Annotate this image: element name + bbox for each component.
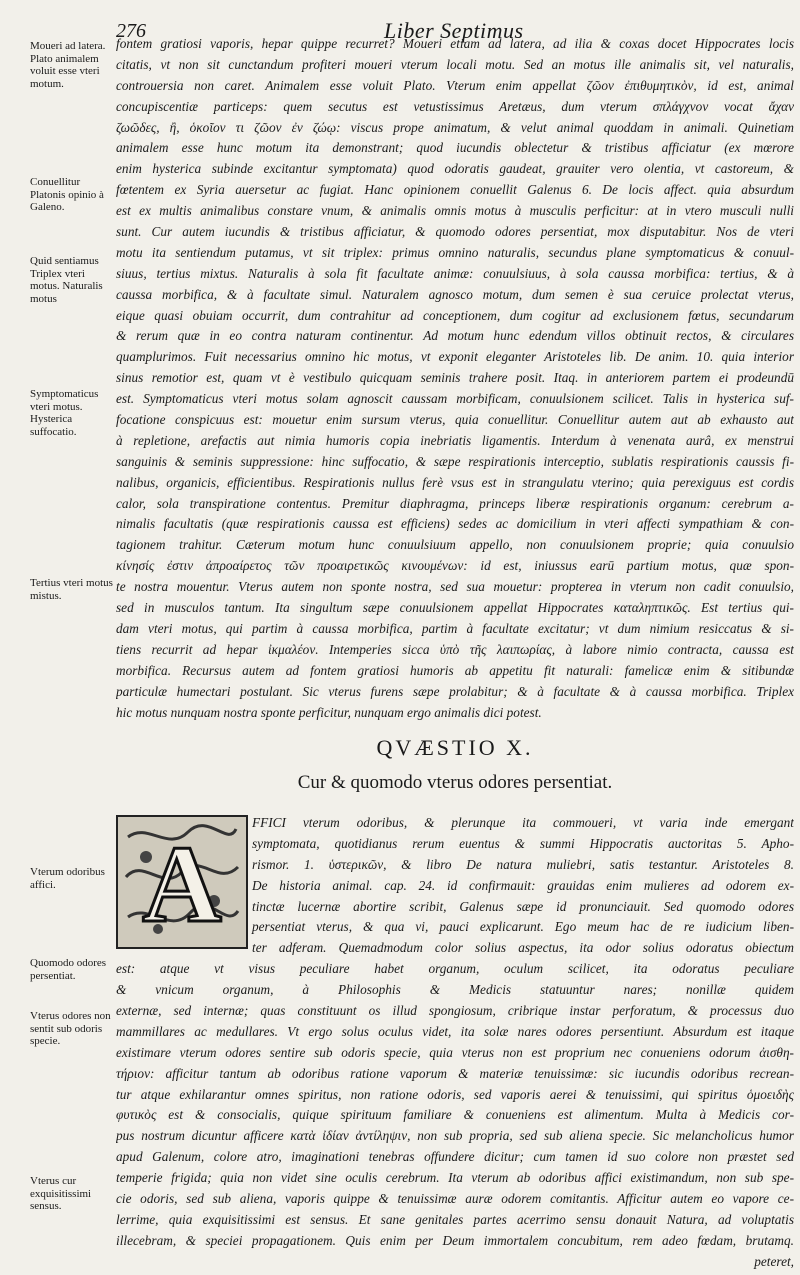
text-line: enim hysterica subinde excitantur symptomata) quod odoratis gaudeat, grauiter vero olentia, vt castoreum, &: [116, 161, 794, 177]
text-line: fontem gratiosi vaporis, hepar quippe recurret? Moueri etiam ad latera, ad ilia & coxas docet Hippocrates locis: [116, 36, 794, 51]
text-line: mammillares ac medullares. Vt ergo solus oculus videt, ita solæ nares odores persentiunt. Absurdum est itaque: [116, 1023, 794, 1039]
text-line: hic motus nunquam nostra sponte perficitur, nunquam ergo animalis dici potest.: [116, 704, 542, 720]
margin-note: Moueri ad latera. Plato animalem voluit esse vteri motum.: [30, 40, 106, 90]
text-line: tiens recurrit ad hepar ἰκμαλέον. Intemperies sicca ὑπὸ τῆς λαιπωρίας, à labore nimio contracta, caussa est: [116, 641, 794, 657]
quaestio-body: [116, 813, 794, 1273]
text-line: à repletione, arefactis aut nimia humoris copia inebriatis ligamentis. Interdum à venenata aurâ, ex menstrui: [116, 432, 794, 448]
text-line: FFICI vterum odoribus, & plerunque ita commoueri, vt varia inde emergant: [252, 815, 794, 830]
text-line: morbifica. Recursus autem ad fontem gratiosi humoris ab appetitu fit naturali: famelicæ enim & sitibundæ: [116, 662, 794, 678]
body-text: [116, 34, 794, 723]
margin-note: Quomodo odores persentiat.: [30, 957, 107, 982]
text-line: temperie frigida; quia non videt sine oculis cerebrum. Ita vterum ab odoribus affici existimandum, non sub spe-: [116, 1170, 794, 1186]
quaestio-heading: QVÆSTIO X.: [376, 735, 534, 760]
text-line: De historia animal. cap. 24. id confirmauit: grauidas enim mulieres ad odorem ex-: [252, 877, 794, 893]
text-line: sunt. Cur autem iucundis & tristibus afficiatur, & quomodo odores persentiat, mox disputabitur. Nos de vteri: [116, 224, 794, 240]
margin-note: Vterus odores non sentit sub odoris specie.: [30, 1010, 111, 1047]
svg-text:A: A: [142, 823, 222, 945]
text-line: fœtentem ex Syria auersetur ac fugiat. Hanc opinionem conuellit Galenus 6. De locis affect. quia absurdum: [116, 182, 794, 198]
text-line: sanguinis & seminis suppressione: hinc suffocatio, & sæpe respirationis interceptio, sublatis respirationis caussis fi-: [116, 453, 794, 469]
text-line: controuersia non caret. Animalem esse voluit Plato. Vterum enim appellat ζῶον ἐπιθυμητικὸν, id est, animal: [116, 77, 794, 93]
text-line: externæ, sed internæ; quas constituunt os illud spongiosum, cribrique instar perforatum, & processus duo: [116, 1003, 794, 1019]
margin-note: Quid sentiamus Triplex vteri motus. Naturalis motus: [30, 255, 103, 305]
quaestio-title: Cur & quomodo vterus odores persentiat.: [297, 772, 613, 793]
running-head: Liber Septimus: [384, 18, 524, 43]
text-line: eique quasi obuiam occurrit, dum contrahitur ad conceptionem, dum cogitur ad exclusionem fœtus, secundarum: [116, 307, 794, 323]
text-line: sed in musculos tantum. Ita singultum sæpe conuulsionem appellat Hippocrates καταληπτικῶς. Est tertius qui-: [116, 600, 794, 616]
text-line: existimare vterum odores sentire sub odoris specie, quia vterus non est proprium nec conueniens odorum ἀισθη-: [116, 1044, 794, 1060]
margin-note: Symptomaticus vteri motus. Hysterica suffocatio.: [30, 388, 99, 438]
margin-note: Tertius vteri motus mistus.: [30, 577, 113, 602]
text-line: κίνησίς ἐστιν ἀπροαίρετος τῶν προαιρετικῶς κινουμένων: id est, iniussus earū partium motus, quæ spon-: [116, 558, 794, 574]
text-line: citatis, vt non sit cunctandum profiteri moueri vterum locali motu. Sed an motus ille animalis sit, vel naturalis,: [116, 56, 794, 72]
text-line: & rerum quæ in eo contra naturam continentur. Ad motum hunc edendum villos obtinuit rectos, & circulares: [116, 328, 794, 344]
text-line: siuus, tertius mixtus. Naturalis à sola fit facultate animæ: conuulsiuus, à sola caussa morbifica: tertius, & à: [116, 265, 794, 281]
text-line: quamplurimos. Fuit necessarius omnino hic motus, vt exponit eleganter Aristoteles lib. De anim. 10. quia interior: [116, 349, 794, 365]
text-line: ζωῶδες, ἢ, ὁκοῖον τι ζῶον ἐν ζώῳ: viscus prope animatum, & velut animal quoddam in animali. Quinetiam: [116, 119, 794, 135]
text-line: φυτικὸς est & consocialis, quique spirituum familiare & conueniens est alimentum. Multa à Medicis cor-: [116, 1107, 794, 1123]
text-line: focatione conspicuus est: mouetur enim sursum vterus, quia conuellitur. Conuellitur autem aut ab exhausto aut: [116, 412, 794, 428]
text-line: nalibus, organicis, efficientibus. Respirationis nullus ferè vsus est in strangulatu vterino; quia perexiguus est cordis: [116, 474, 794, 490]
text-line: est ex multis animalibus constare vnum, & animalis omnis motus à musculis perficitur: at in vtero musculi nulli: [116, 203, 794, 219]
text-line: rismor. 1. ὑστερικῶν, & libro De natura muliebri, satis testantur. Aristoteles 8.: [252, 856, 794, 872]
text-line: & vnicum organum, à Philosophis & Medicis statuuntur nares; nonillæ quidem: [116, 982, 794, 998]
text-line: ter adferam. Quemadmodum color solius aspectus, ita odor solius odoratus obiectum: [252, 940, 794, 956]
text-line: tagionem trahitur. Cæterum motum hunc conuulsiuum appello, non conuulsionem proprie; quia conuulsio: [116, 537, 794, 553]
text-line: concupiscentiæ particeps: quem secutus est vetustissimus Aretæus, dum vterum σπλάγχνον vocat ἄχαν: [116, 98, 794, 114]
text-line: particulæ humectari postulant. Sic vterus furens sæpe prolabitur; & à facultate & à caussa morbifica. Triplex: [116, 683, 794, 699]
margin-note: Vterus cur exquisitissimi sensus.: [30, 1175, 92, 1212]
text-line: est. Symptomaticus vteri motus solam agnoscit caussam morbificam, conuulsionem scilicet. Talis in hysterica suf-: [116, 391, 794, 407]
text-line: sinus remotior est, quam vt è vestibulo quicquam seminis trahere posit. Itaq. in anteriorem partem ei prodeundū: [116, 370, 794, 386]
catchword: peteret,: [754, 1253, 794, 1269]
margin-note: Conuellitur Platonis opinio à Galeno.: [30, 176, 104, 213]
text-line: motu ita sentiendum putamus, vt sit triplex: primus omnino naturalis, secundus plane symptomaticus & conuul-: [116, 244, 794, 260]
text-line: dam vteri motus, qui partim à caussa morbifica, partim à facultate excitatur; vt dum nimium resiccatus & si-: [116, 620, 794, 636]
text-line: apud Galenum, colore atro, imaginationi tenebras offundere dicitur; cum tamen id suo colore non præstet sed: [116, 1149, 794, 1165]
text-line: lerrime, quia exquisitissimi est sensus. Et sane genitales partes acerrimo sensu donauit Natura, ad voluptatis: [116, 1211, 794, 1227]
text-line: te nostra mouentur. Vterus autem non sponte nostra, sed sua mouetur: propterea in vterum non cadit conuulsio,: [116, 579, 794, 595]
page-number: 276: [116, 20, 146, 42]
text-line: pus nostrum dicuntur afficere κατὰ ἰδίαν ἀντίληψιν, non sub propria, sed sub aliena specie. Sic melancholicus humor: [116, 1128, 794, 1144]
text-line: persentiat vterus, & qua vi, pauci explicarunt. Ego meum hac de re iudicium liben-: [252, 919, 794, 935]
text-line: illecebram, & speciei propagationem. Quis enim per Deum immortalem concubitum, rem adeo fœdam, brutamq.: [116, 1232, 794, 1248]
margin-note: Vterum odoribus affici.: [30, 866, 105, 891]
text-line: calor, sola transpiratione contentus. Premitur diaphragma, princeps liberæ respirationis organum: cerebrum a-: [116, 495, 794, 511]
text-line: cie odoris, sed sub aliena, vaporis quippe & tenuissimæ auræ odorem comitantis. Afficitur autem eo vapore ce-: [116, 1191, 794, 1207]
text-line: caussa morbifica, & à facultate simul. Naturalem agnosco motum, dum semen è sua ceruice prolectat vterus,: [116, 286, 794, 302]
text-line: est: atque vt visus peculiare habet organum, oculum scilicet, ita odoratus peculiare: [116, 961, 794, 977]
text-line: τήριον: afficitur tantum ab odoribus ratione vaporum & materiæ tenuissimæ: sic iucundis odoribus recrean-: [116, 1065, 794, 1081]
text-line: symptomata, quotidianus rerum euentus & summi Hippocratis auctoritas 5. Apho-: [252, 835, 794, 851]
text-line: nimalis facultatis (quæ respirationis caussa est efficiens) sedes ac domicilium in vteri affecti sympathiam & con-: [116, 516, 794, 532]
text-line: animalem esse hunc motum ita demonstrant; quod iucundis oblectetur & tristibus afficiatur (ex mœrore: [116, 140, 794, 156]
text-line: tinctæ lucernæ abortire scribit, Galenus sæpe id pronunciauit. Sed quomodo odores: [252, 898, 794, 914]
text-line: tur atque exhilarantur omnes spiritus, non ratione odoris, sed vaporis aerei & tenuissimi, qui spiritus ὁμοειδὴς: [116, 1086, 794, 1102]
